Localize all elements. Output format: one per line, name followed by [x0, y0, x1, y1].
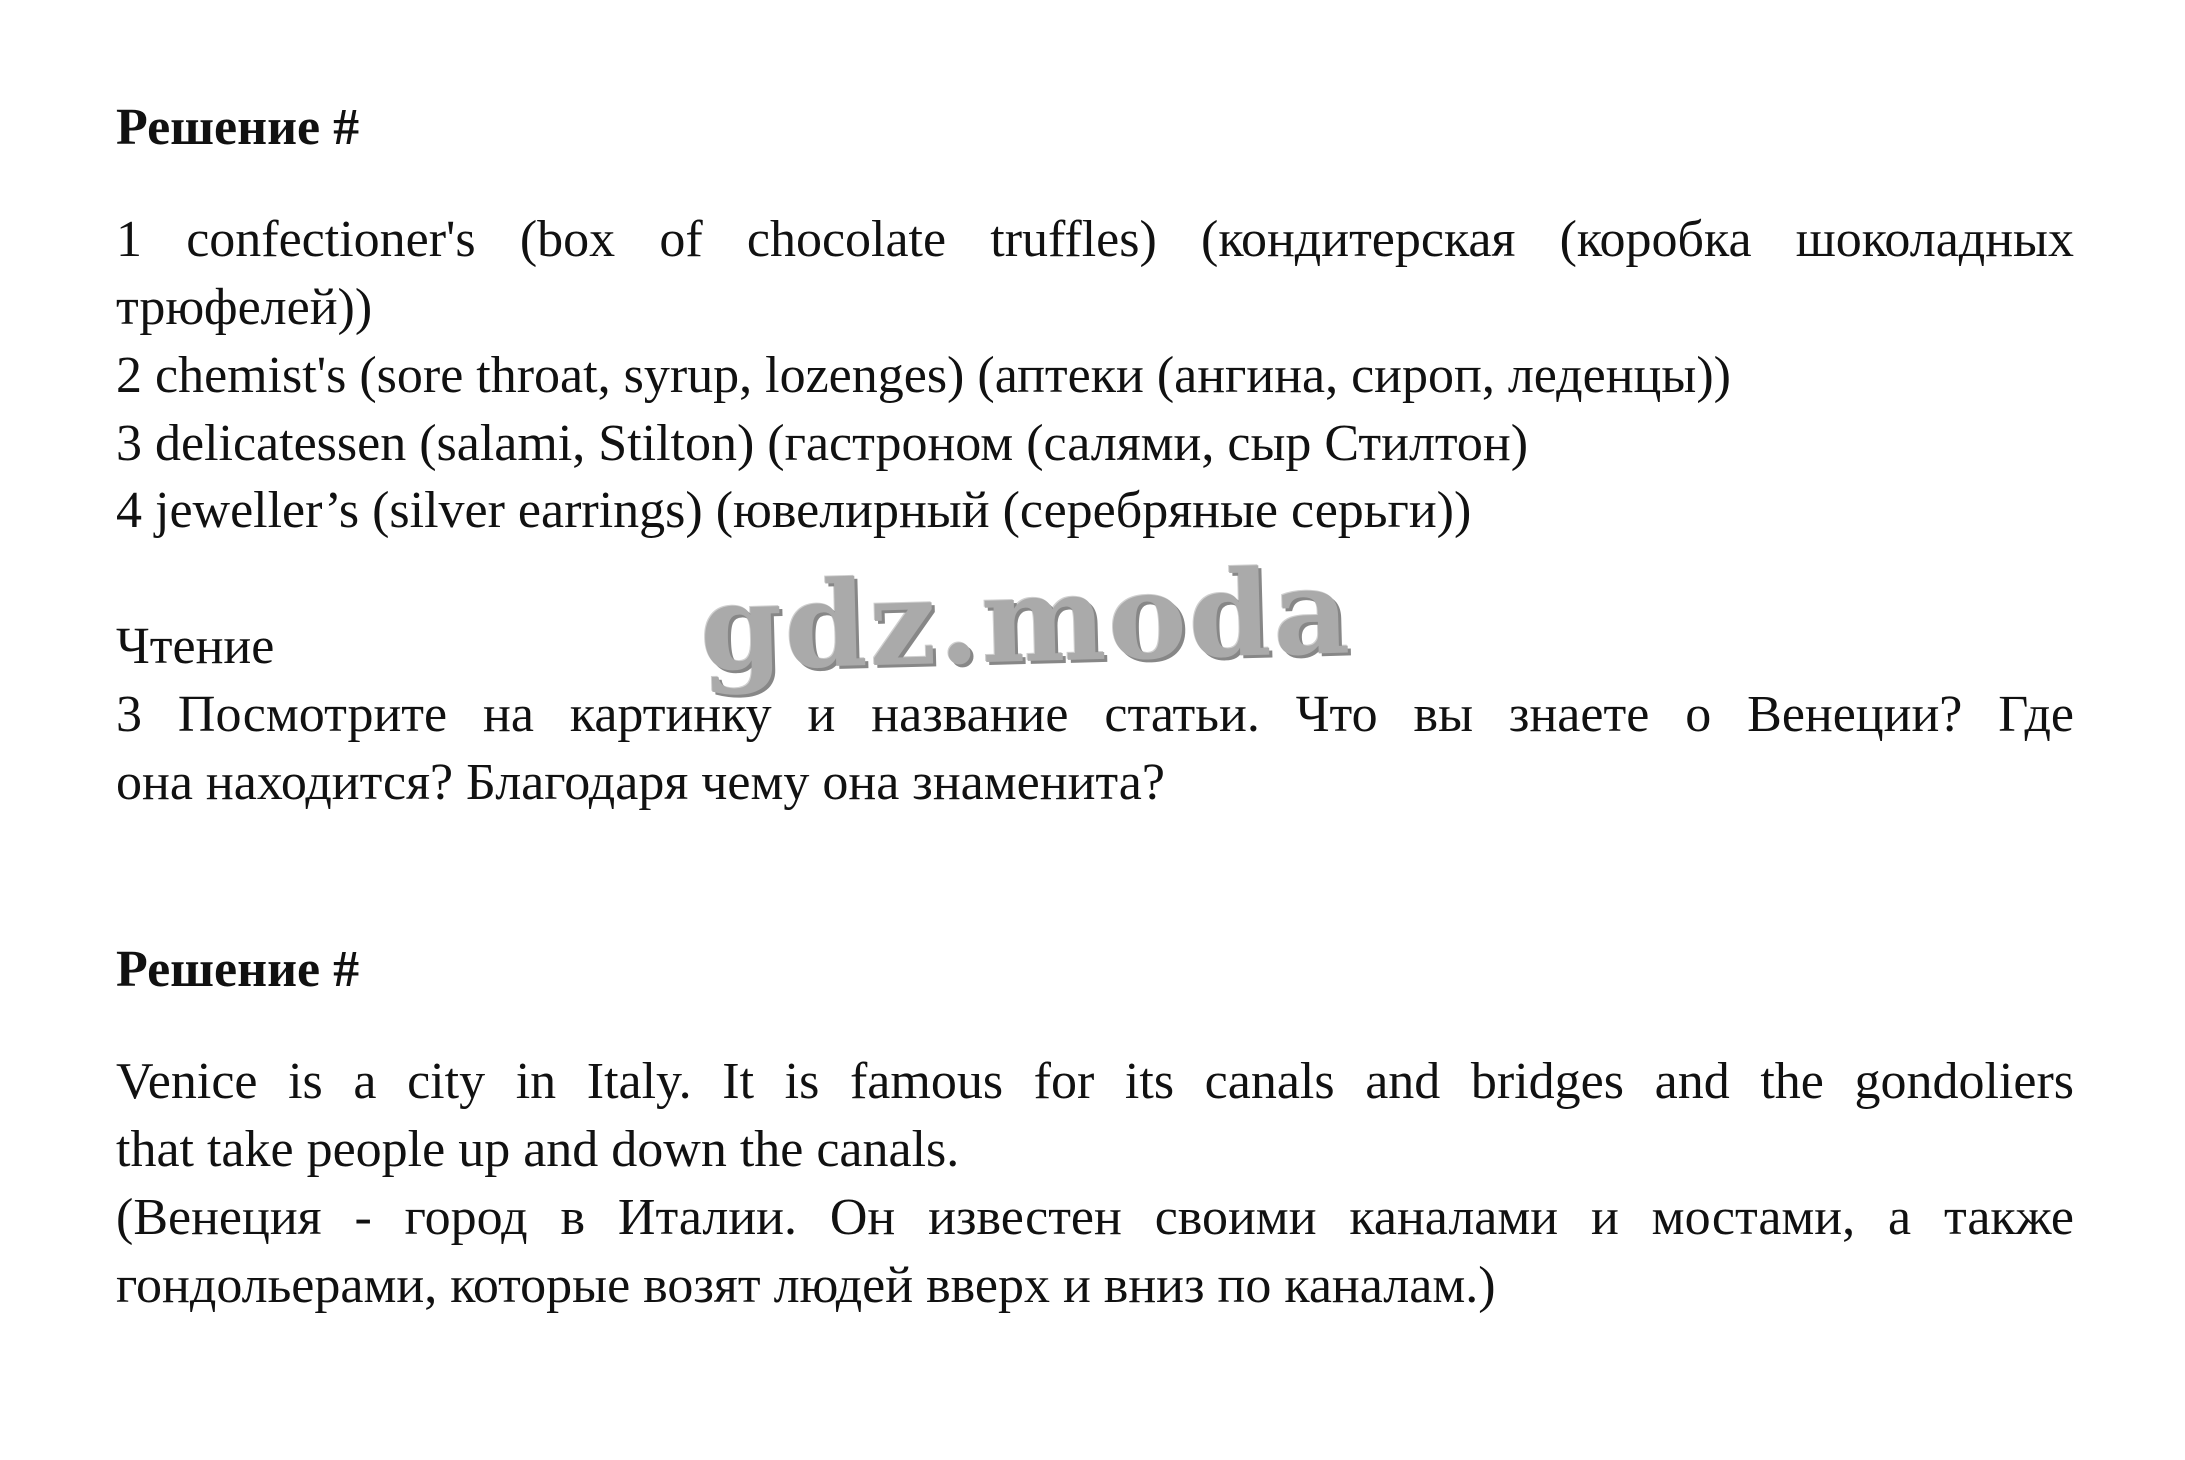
venice-translation-line-2: гондольерами, которые возят людей вверх и вниз по каналам.)	[116, 1257, 1496, 1314]
answer-line-2: 2 chemist's (sore throat, syrup, lozenges) (аптеки (ангина, сироп, леденцы))	[116, 347, 1731, 404]
reading-title: Чтение	[116, 618, 275, 675]
answer-line-3: 3 delicatessen (salami, Stilton) (гастроном (салями, сыр Стилтон)	[116, 415, 1529, 472]
solution-heading-2: Решение #	[116, 941, 360, 998]
document-page	[116, 0, 2076, 1460]
answer-line-1-cont: трюфелей))	[116, 279, 373, 336]
reading-task-line-1: 3 Посмотрите на картинку и название статьи. Что вы знаете о Венеции? Где	[116, 686, 2074, 743]
venice-answer-line-2: that take people up and down the canals.	[116, 1121, 960, 1178]
answer-line-4: 4 jeweller’s (silver earrings) (ювелирный (серебряные серьги))	[116, 482, 1472, 539]
reading-task-line-2: она находится? Благодаря чему она знаменита?	[116, 754, 1165, 811]
venice-translation-line-1: (Венеция - город в Италии. Он известен своими каналами и мостами, а также	[116, 1189, 2074, 1246]
answer-line-1: 1 confectioner's (box of chocolate truffles) (кондитерская (коробка шоколадных	[116, 211, 2074, 268]
solution-heading-1: Решение #	[116, 99, 360, 156]
venice-answer-line-1: Venice is a city in Italy. It is famous for its canals and bridges and the gondoliers	[116, 1053, 2074, 1110]
watermark-logo: gdz.moda	[698, 541, 1354, 698]
